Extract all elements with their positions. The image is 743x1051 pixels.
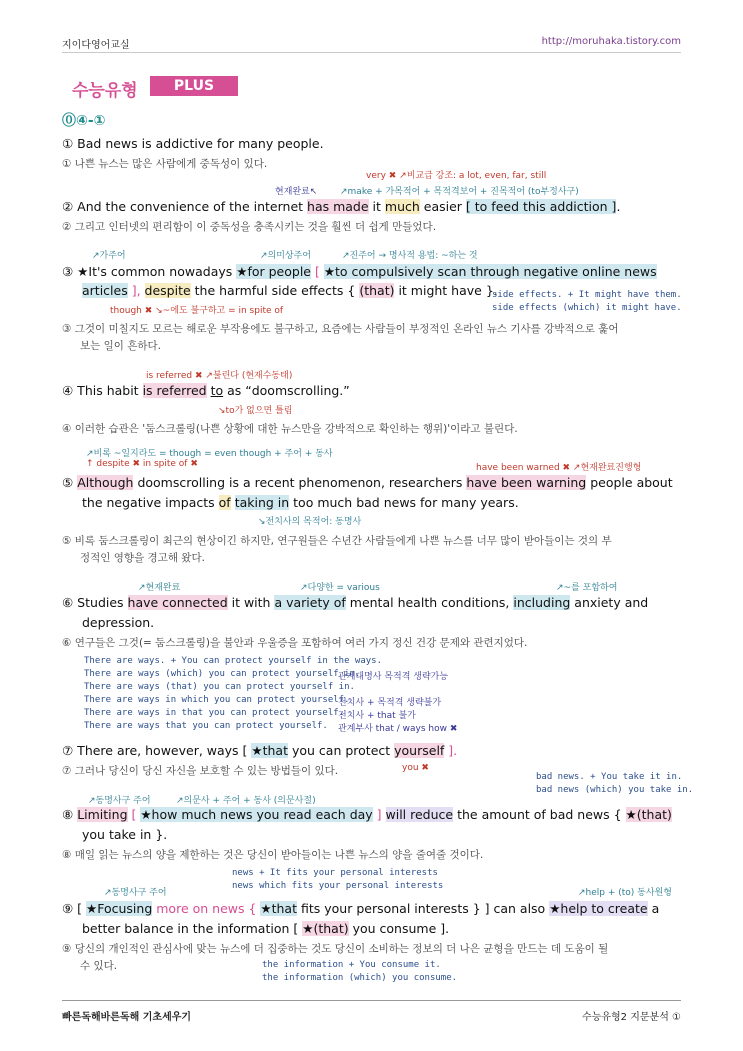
s5-english-line2: the negative impacts of taking in too much bad news for many years. <box>82 495 519 510</box>
s2-note-perfect: 현재완료↖ <box>275 187 318 197</box>
s3-english-line2: articles ], despite the harmful side effects { (that) it might have }. <box>82 283 498 298</box>
s8-english-line2: you take in }. <box>82 827 168 842</box>
section-title: 수능유형 <box>72 81 138 101</box>
s3-side-note-2: side effects (which) it might have. <box>492 303 682 313</box>
passage-code: ⓪④-① <box>62 113 106 129</box>
ways-line-2: There are ways (which) you can protect yourself in. <box>84 669 361 679</box>
s8-side-note-1: bad news. + You take it in. <box>536 772 683 782</box>
ways-line-4: There are ways in which you can protect yourself. <box>84 695 350 705</box>
s9-english-line1: ⑨ [ ★Focusing more on news { ★that fits your personal interests } ] can also ★help to create a <box>62 901 660 916</box>
s9-side-note-4: the information (which) you consume. <box>262 973 458 983</box>
s9-english-line2: better balance in the information [ ★(that) you consume ]. <box>82 921 450 936</box>
s8-note-interrogative: ↗의문사 + 주어 + 동사 (의문사절) <box>176 796 316 806</box>
s6-english-line2: depression. <box>82 615 155 630</box>
s3-note-real-subject: ↗진주어 → 명사적 용법: ~하는 것 <box>342 251 478 261</box>
ways-note-4: 관계부사 that / ways how ✖ <box>338 724 458 734</box>
s5-note-although: ↗비록 ~일지라도 = though = even though + 주어 + 동사 <box>86 449 333 459</box>
ways-line-1: There are ways. + You can protect yourself in the ways. <box>84 656 383 666</box>
s9-side-note-2: news which fits your personal interests <box>232 881 444 891</box>
s5-english-line1: ⑤ Although doomscrolling is a recent phenomenon, researchers have been warning people about <box>62 475 673 490</box>
s4-note-to: ↘to가 없으면 틀림 <box>218 406 293 416</box>
s8-korean: ⑧ 매일 읽는 뉴스의 양을 제한하는 것은 당신이 받아들이는 나쁜 뉴스의 양을 줄여줄 것이다. <box>62 849 484 861</box>
s9-note-gerund-subject: ↗동명사구 주어 <box>104 888 167 898</box>
plus-badge: PLUS <box>150 76 238 96</box>
s9-korean-line1: ⑨ 당신의 개인적인 관심사에 맞는 뉴스에 더 집중하는 것도 당신이 소비하는 정보의 더 나은 균형을 만드는 데 도움이 될 <box>62 943 609 955</box>
ways-note-1: 관계대명사 목적격 생략가능 <box>338 672 449 682</box>
s3-note-though: though ✖ ↘~에도 불구하고 = in spite of <box>110 306 284 316</box>
s6-note-including: ↗~를 포함하여 <box>556 583 618 593</box>
footer-left: 빠른독해바른독해 기초세우기 <box>62 1012 192 1023</box>
s8-side-note-2: bad news (which) you take in. <box>536 785 694 795</box>
s1-korean: ① 나쁜 뉴스는 많은 사람에게 중독성이 있다. <box>62 158 268 170</box>
s9-note-help: ↗help + (to) 동사원형 <box>578 888 672 898</box>
footer-right: 수능유형2 지문분석 ① <box>582 1012 681 1023</box>
ways-line-3: There are ways (that) you can protect yourself in. <box>84 682 355 692</box>
s3-note-sense-subject: ↗의미상주어 <box>260 251 312 261</box>
header-divider <box>62 52 681 53</box>
s4-english: ④ This habit is referred to as “doomscrolling.” <box>62 383 350 398</box>
s3-korean-line2: 보는 일이 흔하다. <box>80 340 162 352</box>
s3-korean-line1: ③ 그것이 미칠지도 모르는 해로운 부작용에도 불구하고, 요즘에는 사람들이 부정적인 온라인 뉴스 기사를 강박적으로 훑어 <box>62 323 619 335</box>
s7-note-you: you ✖ <box>402 763 429 773</box>
ways-line-5: There are ways in that you can protect yourself. <box>84 708 345 718</box>
s1-english: ① Bad news is addictive for many people. <box>62 136 324 151</box>
s2-korean: ② 그리고 인터넷의 편리함이 이 중독성을 충족시키는 것을 훨씬 더 쉽게 만들었다. <box>62 221 437 233</box>
s3-note-dummy-subject: ↗가주어 <box>92 251 126 261</box>
s7-korean: ⑦ 그러나 당신이 당신 자신을 보호할 수 있는 방법들이 있다. <box>62 765 339 777</box>
s6-korean: ⑥ 연구들은 그것(= 둠스크롤링)을 불안과 우울증을 포함하여 여러 가지 정신 건강 문제와 관련지었다. <box>62 637 528 649</box>
s9-side-note-1: news + It fits your personal interests <box>232 868 438 878</box>
s2-note-very: very ✖ ↗비교급 강조: a lot, even, far, still <box>366 171 547 181</box>
s5-korean-line2: 정적인 영향을 경고해 왔다. <box>80 552 205 564</box>
header-left: 지이다영어교실 <box>62 40 130 51</box>
s6-english-line1: ⑥ Studies have connected it with a variety of mental health conditions, including anxiety and <box>62 595 649 610</box>
s7-english: ⑦ There are, however, ways [ ★that you can protect yourself ]. <box>62 743 458 758</box>
header-url[interactable]: http://moruhaka.tistory.com <box>541 36 681 47</box>
ways-note-3: 전치사 + that 불가 <box>338 711 416 721</box>
s5-note-despite: ↑ despite ✖ in spite of ✖ <box>86 459 198 469</box>
s9-korean-line2: 수 있다. <box>80 960 118 972</box>
s5-note-warning: have been warned ✖ ↗현재완료진행형 <box>476 463 642 473</box>
s6-note-perfect: ↗현재완료 <box>138 583 181 593</box>
ways-line-6: There are ways that you can protect yourself. <box>84 721 328 731</box>
s5-korean-line1: ⑤ 비록 둠스크롤링이 최근의 현상이긴 하지만, 연구원들은 수년간 사람들에게 나쁜 뉴스를 너무 많이 받아들이는 것의 부 <box>62 535 612 547</box>
s6-note-variety: ↗다양한 = various <box>300 583 380 593</box>
footer-divider <box>62 1000 681 1001</box>
s3-english-line1: ③ ★It's common nowadays ★for people [ ★to compulsively scan through negative online news <box>62 264 657 279</box>
s9-side-note-3: the information + You consume it. <box>262 960 441 970</box>
s4-note-referred: is referred ✖ ↗불린다 (현재수동태) <box>146 371 293 381</box>
s4-korean: ④ 이러한 습관은 '둠스크롤링(나쁜 상황에 대한 뉴스만을 강박적으로 확인하는 행위)'이라고 불린다. <box>62 423 518 435</box>
s8-note-gerund-subject: ↗동명사구 주어 <box>88 796 151 806</box>
s2-english: ② And the convenience of the internet has made it much easier [ to feed this addiction ]. <box>62 199 621 214</box>
s5-note-gerund: ↘전치사의 목적어: 동명사 <box>258 517 362 527</box>
s3-side-note-1: side effects. + It might have them. <box>492 290 682 300</box>
s8-english-line1: ⑧ Limiting [ ★how much news you read each day ] will reduce the amount of bad news { ★(that) <box>62 807 672 822</box>
ways-note-2: 전치사 + 목적격 생략불가 <box>338 698 442 708</box>
s2-note-make: ↗make + 가목적어 + 목적격보어 + 진목적어 (to부정사구) <box>340 187 579 197</box>
